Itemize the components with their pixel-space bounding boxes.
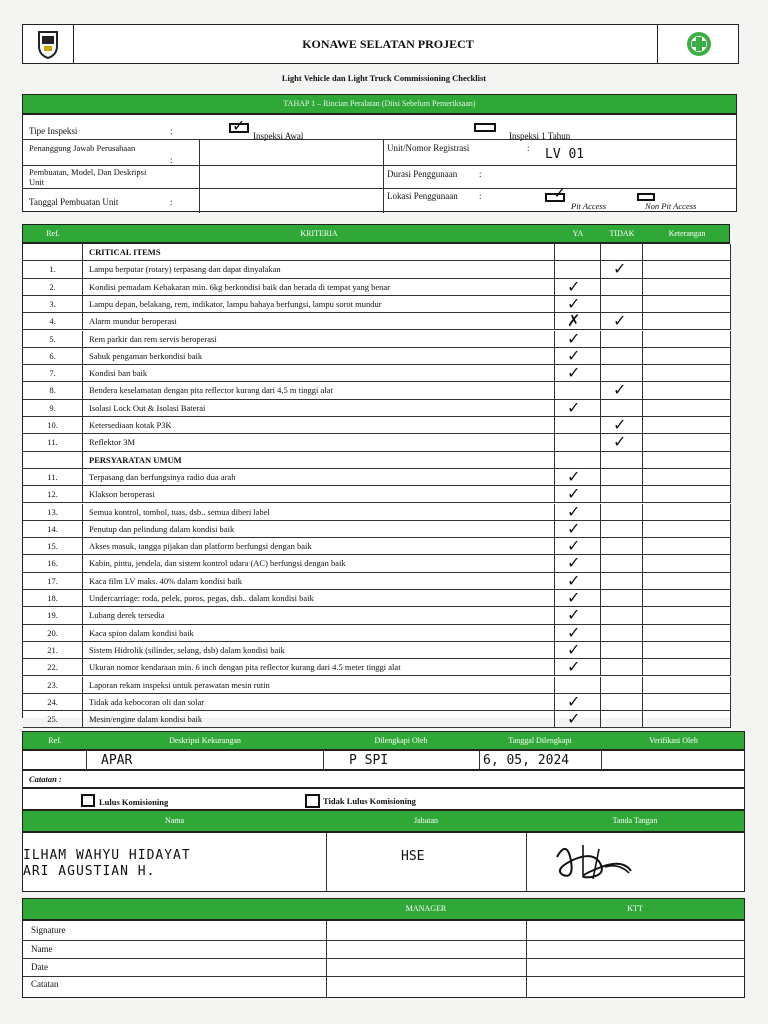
result-box [22,788,745,810]
inspeksi-awal-label: Inspeksi Awal [253,131,304,141]
table-row-cell [23,504,83,521]
table-row-cell [555,659,601,676]
row-ref: 1. [49,264,56,275]
tanggal-pembuatan-label: Tanggal Pembuatan Unit [29,197,119,207]
company-logo [23,25,74,63]
row-ref: 15. [47,541,58,552]
penanggung-jawab-label: Penanggung Jawab Perusahaan [29,143,136,153]
row-criteria: Lampu berputar (rotary) terpasang dan dapat dinyalakan [89,264,281,275]
table-row-cell [23,279,83,296]
row-ref: 8. [49,385,56,396]
row-criteria: Ketersediaan kotak P3K [89,420,172,430]
team-role: HSE [401,849,425,864]
row-ref: 2. [49,281,56,292]
table-row-cell [83,382,555,399]
table-row-cell [601,659,643,676]
row-criteria: Laporan rekam inspeksi untuk perawatan mesin rutin [89,679,270,690]
ya-mark-icon: ✓ [567,295,581,313]
table-row-cell [643,607,731,624]
ya-mark-icon: ✓ [567,607,581,625]
row-ref: 14. [47,523,58,534]
table-row-cell [23,625,83,642]
ya-mark-icon: ✓ [567,693,581,711]
table-row-cell [643,504,731,521]
row-criteria: Sistem Hidrolik (silinder, selang, dsb) dalam kondisi baik [89,644,285,655]
ya-mark-icon: ✓ [567,347,581,365]
table-row-cell [83,348,555,365]
table-row-cell [555,607,601,624]
table-row-cell [643,538,731,555]
table-row-cell [83,261,555,278]
table-row-cell [23,590,83,607]
row-ref: 11. [47,437,58,448]
table-row-cell [23,555,83,572]
row-ref: 13. [47,506,58,517]
pit-access-label: Pit Access [571,201,607,211]
ya-mark-icon: ✓ [567,641,581,659]
table-row-cell [555,694,601,711]
row-criteria: Lampu depan, belakang, rem, indikator, lampu bahaya berfungsi, lampu sorot mundur [89,298,382,309]
table-row-cell [83,677,555,694]
table-row-cell [83,607,555,624]
unit-number-value: LV 01 [545,147,585,162]
table-row-cell [601,590,643,607]
table-row-cell [83,313,555,330]
row-criteria: Akses masuk, tangga pijakan dan platform berfungsi dengan baik [89,541,312,552]
table-row-cell [643,313,731,330]
table-row-cell [555,555,601,572]
table-row-cell [83,486,555,503]
team-rows [22,832,745,892]
team-member-name: ARI AGUSTIAN H. [23,864,156,879]
deficiency-description: APAR [101,753,133,768]
table-row-cell [601,694,643,711]
table-row-cell [555,400,601,417]
ya-mark-icon: ✓ [567,278,581,296]
table-row-cell [601,400,643,417]
row-criteria: Kondisi pemadam Kebakaran min. 6kg berkondisi baik dan berada di tempat yang benar [89,281,390,292]
row-criteria: Kabin, pintu, jendela, dan sistem kontrol udara (AC) berfungsi dengan baik [89,558,346,569]
table-row-cell [83,538,555,555]
table-row-cell [23,659,83,676]
row-ref: 18. [47,593,58,603]
table-row-cell [601,382,643,399]
table-row-cell [555,573,601,590]
table-row-cell [23,711,83,728]
row-ref: 19. [47,610,58,621]
row-criteria: Terpasang dan berfungsinya radio dua arah [89,471,236,482]
table-row-cell [83,365,555,382]
table-row-cell [83,400,555,417]
table-row-cell [643,434,731,451]
checkmark-icon: ✓ [232,116,246,135]
row-ref: 25. [47,714,58,725]
row-criteria: Mesin/engine dalam kondisi baik [89,714,203,725]
table-row-cell [83,417,555,434]
row-criteria: Rem parkir dan rem servis beroperasi [89,333,217,344]
table-row-cell [23,296,83,313]
table-row-cell [23,694,83,711]
row-criteria: Ukuran nomor kendaraan min. 6 inch dengan pita reflector kurang dari 4.5 meter tinggi alat [89,662,401,673]
pembuatan-label: Pembuatan, Model, Dan Deskripsi Unit [29,167,147,187]
table-row-cell [83,469,555,486]
row-ref: 23. [47,679,58,690]
section-row-cell [601,244,643,261]
table-row-cell [555,469,601,486]
table-row-cell [555,296,601,313]
section-row-cell [601,452,643,469]
table-row-cell [555,504,601,521]
approval-label: Catatan [31,979,59,989]
table-row-cell [643,711,731,728]
table-row-cell [601,417,643,434]
gear-cross-icon [658,25,740,63]
ya-mark-icon: ✓ [567,520,581,538]
ya-mark-icon: ✓ [567,590,581,607]
table-row-cell [555,590,601,607]
row-criteria: Tidak ada kebocoran oli dan solar [89,696,205,707]
tidak-mark-icon: ✓ [613,434,627,452]
tidak-lulus-label: Tidak Lulus Komisioning [323,796,416,806]
table-row-cell [555,313,601,330]
table-row-cell [555,642,601,659]
table-row-cell [23,261,83,278]
table-row-cell [601,279,643,296]
table-row-cell [83,521,555,538]
table-row-cell [601,434,643,451]
row-criteria: Alarm mundur beroperasi [89,316,177,327]
ya-mark-icon: ✓ [567,486,581,504]
row-ref: 7. [49,368,56,379]
row-criteria: Isolasi Lock Out & Isolasi Baterai [89,402,206,413]
table-row-cell [555,625,601,642]
approval-label: Name [31,944,53,954]
row-criteria: Reflektor 3M [89,437,136,448]
tidak-mark-icon: ✓ [613,382,627,400]
table-row-cell [23,469,83,486]
table-row-cell [83,296,555,313]
table-row-cell [601,607,643,624]
criteria-header: Ref. KRITERIA YA TIDAK Keterangan [22,224,730,243]
table-row-cell [23,400,83,417]
deficiency-date: 6, 05, 2024 [483,753,570,768]
row-criteria: Penutup dan pelindung dalam kondisi baik [89,523,235,534]
unit-nomor-label: Unit/Nomor Registrasi [387,143,470,153]
table-row-cell [83,555,555,572]
table-row-cell [555,434,601,451]
table-row-cell [23,434,83,451]
table-row-cell [643,590,731,607]
ya-mark-icon: ✗ [567,313,581,331]
table-row-cell [601,521,643,538]
table-row-cell [601,313,643,330]
row-ref: 11. [47,471,58,482]
table-row-cell [643,296,731,313]
table-row-cell [643,382,731,399]
lulus-label: Lulus Komisioning [99,797,169,807]
lulus-checkbox[interactable] [81,794,95,807]
table-row-cell [23,677,83,694]
ya-mark-icon: ✓ [567,711,581,729]
row-ref: 24. [47,696,58,707]
deficiency-header: Ref. Deskripsi Kekurangan Dilengkapi Oleh Tanggal Dilengkapi Verifikasi Oleh [22,731,745,750]
row-ref: 10. [47,420,58,430]
table-row-cell [555,279,601,296]
row-criteria: Kaca film LV maks. 40% dalam kondisi baik [89,575,242,586]
ya-mark-icon: ✓ [567,538,581,556]
row-ref: 16. [47,558,58,569]
table-row-cell [601,573,643,590]
table-row-cell [83,694,555,711]
table-row-cell [643,400,731,417]
row-ref: 20. [47,627,58,638]
non-pit-access-checkbox[interactable] [637,193,655,201]
table-row-cell [643,279,731,296]
table-row-cell [643,365,731,382]
shield-logo-icon [23,25,73,63]
table-row-cell [555,348,601,365]
row-ref: 21. [47,644,58,655]
row-criteria: Sabuk pengaman berkondisi baik [89,350,203,361]
section-row-cell [23,452,83,469]
section-row-cell [555,452,601,469]
section-row-cell [643,244,731,261]
table-row-cell [23,521,83,538]
table-row-cell [83,659,555,676]
durasi-label: Durasi Penggunaan [387,169,458,179]
table-row-cell [601,555,643,572]
table-row-cell [555,521,601,538]
table-row-cell [555,261,601,278]
table-row-cell [23,417,83,434]
tidak-lulus-checkbox[interactable] [305,794,320,808]
section-row-cell [23,244,83,261]
table-row-cell [23,365,83,382]
table-row-cell [601,469,643,486]
table-row-cell [555,331,601,348]
row-criteria: Semua kontrol, tombol, tuas, dsb.. semua diberi label [89,506,270,517]
ya-mark-icon: ✓ [567,468,581,486]
table-row-cell [83,434,555,451]
table-row-cell [83,279,555,296]
tidak-mark-icon: ✓ [613,313,627,331]
tidak-mark-icon: ✓ [613,261,627,279]
section-row-cell [643,452,731,469]
table-row-cell [555,417,601,434]
table-row-cell [601,625,643,642]
approval-rows [22,920,745,998]
table-row-cell [23,538,83,555]
ya-mark-icon: ✓ [567,659,581,677]
approval-header: MANAGER KTT [22,898,745,920]
row-criteria: Klakson beroperasi [89,489,155,500]
section-row-cell [555,244,601,261]
table-row-cell [23,642,83,659]
table-row-cell [643,261,731,278]
team-member-name: ILHAM WAHYU HIDAYAT [23,848,191,863]
ya-mark-icon: ✓ [567,330,581,348]
table-row-cell [555,365,601,382]
row-criteria: Kaca spion dalam kondisi baik [89,627,194,638]
table-row-cell [601,642,643,659]
table-row-cell [601,296,643,313]
table-row-cell [643,486,731,503]
row-criteria: Undercarriage: roda, pelek, poros, pegas, dsb.. dalam kondisi baik [89,593,314,603]
table-row-cell [83,331,555,348]
catatan-label: Catatan : [29,774,62,784]
table-row-cell [601,504,643,521]
table-row-cell [643,555,731,572]
table-row-cell [23,486,83,503]
table-row-cell [643,348,731,365]
approval-label: Date [31,962,48,972]
header-box [22,24,739,64]
section-title: PERSYARATAN UMUM [89,454,182,465]
table-row-cell [643,417,731,434]
table-row-cell [555,538,601,555]
table-row-cell [83,504,555,521]
signature-icon [543,837,663,889]
table-row-cell [643,642,731,659]
ya-mark-icon: ✓ [567,365,581,383]
table-row-cell [23,313,83,330]
table-row-cell [23,382,83,399]
tipe-inspeksi-label: Tipe Inspeksi [29,126,78,136]
table-row-cell [601,261,643,278]
table-row-cell [23,331,83,348]
catatan-box [22,770,745,788]
table-row-cell [601,711,643,728]
table-row-cell [643,694,731,711]
table-row-cell [555,486,601,503]
ya-mark-icon: ✓ [567,555,581,573]
ya-mark-icon: ✓ [567,624,581,642]
row-ref: 9. [49,402,56,413]
deficiency-completed-by: P SPI [349,753,389,768]
table-row-cell [83,642,555,659]
table-row-cell [83,573,555,590]
row-ref: 17. [47,575,58,586]
inspeksi-tahunan-checkbox[interactable] [474,123,496,132]
checkmark-icon: ✓ [553,183,567,202]
ya-mark-icon: ✓ [567,572,581,590]
table-row-cell [23,573,83,590]
row-ref: 12. [47,489,58,500]
inspeksi-tahunan-label: Inspeksi 1 Tahun [509,131,571,141]
ya-mark-icon: ✓ [567,399,581,417]
table-row-cell [555,711,601,728]
table-row-cell [83,711,555,728]
table-row-cell [643,469,731,486]
row-criteria: Bendera keselamatan dengan pita reflector kurang dari 4,5 m tinggi alat [89,385,333,396]
row-ref: 22. [47,662,58,673]
table-row-cell [555,677,601,694]
table-row-cell [601,677,643,694]
table-row-cell [643,331,731,348]
row-criteria: Kondisi ban baik [89,368,148,379]
tidak-mark-icon: ✓ [613,417,627,434]
team-header: Nama Jabatan Tanda Tangan [22,810,745,832]
table-row-cell [601,348,643,365]
table-row-cell [23,607,83,624]
stage1-table: Tipe Inspeksi : ✓ Inspeksi Awal Inspeksi 1 Tahun Penanggung Jawab Perusahaan : Unit/Nomor Registrasi : LV 01 Pembuatan, Model, Dan Deskripsi Unit Durasi Penggunaan : Tanggal Pembuatan Unit : Lokasi Penggunaan : ✓ Pit Access Non Pit Access [22,114,737,212]
table-row-cell [601,365,643,382]
row-criteria: Lubang derek tersedia [89,610,165,621]
table-row-cell [83,625,555,642]
table-row-cell [643,573,731,590]
project-title: KONAWE SELATAN PROJECT [302,37,474,51]
row-ref: 5. [49,333,56,344]
table-row-cell [555,382,601,399]
row-ref: 6. [49,350,56,361]
table-row-cell [601,538,643,555]
table-row-cell [23,348,83,365]
section-title: CRITICAL ITEMS [89,247,161,257]
non-pit-access-label: Non Pit Access [645,201,697,211]
right-logo [657,25,740,63]
table-row-cell [643,625,731,642]
table-row-cell [643,659,731,676]
table-row-cell [83,590,555,607]
stage1-heading: TAHAP 1 – Rincian Peralatan (Diisi Sebelum Pemeriksaan) [22,94,737,114]
approval-label: Signature [31,925,66,935]
deficiency-row [22,750,745,770]
table-row-cell [601,486,643,503]
ya-mark-icon: ✓ [567,503,581,521]
table-row-cell [601,331,643,348]
table-row-cell [643,521,731,538]
criteria-table [22,243,730,729]
row-ref: 3. [49,298,56,309]
checklist-title: Light Vehicle dan Light Truck Commissioning Checklist [281,73,487,83]
lokasi-label: Lokasi Penggunaan [387,191,458,201]
table-row-cell [643,677,731,694]
section-row-cell [83,244,555,261]
row-ref: 4. [49,316,56,327]
section-row-cell [83,452,555,469]
